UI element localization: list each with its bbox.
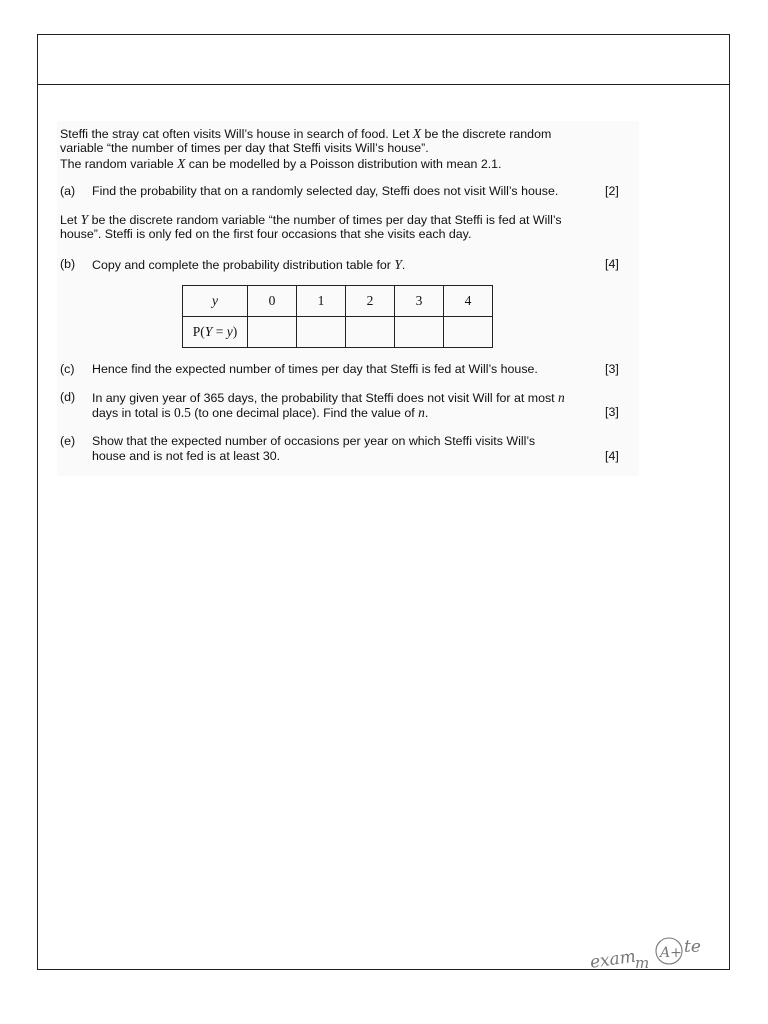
probability-distribution-table — [182, 285, 493, 348]
part-a-label: (a) — [60, 184, 76, 198]
part-c-label: (c) — [60, 362, 75, 376]
y-def-line-1: Let Y be the discrete random variable “the number of times per day that Steffi is fed at Will’s — [60, 212, 562, 227]
part-c-text: Hence find the expected number of times per day that Steffi is fed at Will’s house. — [92, 362, 538, 376]
part-d-label: (d) — [60, 390, 76, 404]
table-value-1: 1 — [297, 286, 346, 317]
exam-mate-logo — [588, 934, 712, 974]
logo-text-m: m — [635, 954, 650, 972]
table-cell-blank — [395, 317, 444, 348]
part-a-text: Find the probability that on a randomly selected day, Steffi does not visit Will’s house. — [92, 184, 559, 198]
intro-line-3: The random variable X can be modelled by a Poisson distribution with mean 2.1. — [60, 156, 502, 171]
table-value-4: 4 — [444, 286, 493, 317]
part-b-marks: [4] — [605, 257, 619, 271]
part-a-marks: [2] — [605, 184, 619, 198]
table-header-probability: P(Y = y) — [183, 317, 248, 348]
table-row-y — [183, 286, 493, 317]
part-b-label: (b) — [60, 257, 76, 271]
table-value-3: 3 — [395, 286, 444, 317]
table-value-0: 0 — [248, 286, 297, 317]
table-header-y: y — [183, 286, 248, 317]
part-e-marks: [4] — [605, 449, 619, 463]
part-d-line-1: In any given year of 365 days, the probability that Steffi does not visit Will for at most n — [92, 390, 565, 405]
part-c-marks: [3] — [605, 362, 619, 376]
intro-line-1: Steffi the stray cat often visits Will’s house in search of food. Let X be the discrete random — [60, 126, 552, 141]
table-row-probability — [183, 317, 493, 348]
part-e-line-1: Show that the expected number of occasions per year on which Steffi visits Will’s — [92, 434, 536, 448]
y-def-line-2: house”. Steffi is only fed on the first four occasions that she visits each day. — [60, 227, 472, 241]
part-e-label: (e) — [60, 434, 76, 448]
part-d-line-2: days in total is 0.5 (to one decimal place). Find the value of n. — [92, 405, 429, 420]
header-box — [38, 35, 729, 85]
part-d-marks: [3] — [605, 405, 619, 419]
table-cell-blank — [248, 317, 297, 348]
logo-text-a-plus: A+ — [660, 945, 682, 961]
part-e-line-2: house and is not fed is at least 30. — [92, 449, 281, 463]
table-cell-blank — [346, 317, 395, 348]
logo-text-exam: exam — [588, 946, 637, 973]
logo-text-te: te — [684, 937, 701, 957]
table-cell-blank — [444, 317, 493, 348]
table-value-2: 2 — [346, 286, 395, 317]
intro-line-2: variable “the number of times per day that Steffi visits Will’s house”. — [60, 141, 429, 155]
table-cell-blank — [297, 317, 346, 348]
part-b-text: Copy and complete the probability distribution table for Y. — [92, 257, 406, 272]
